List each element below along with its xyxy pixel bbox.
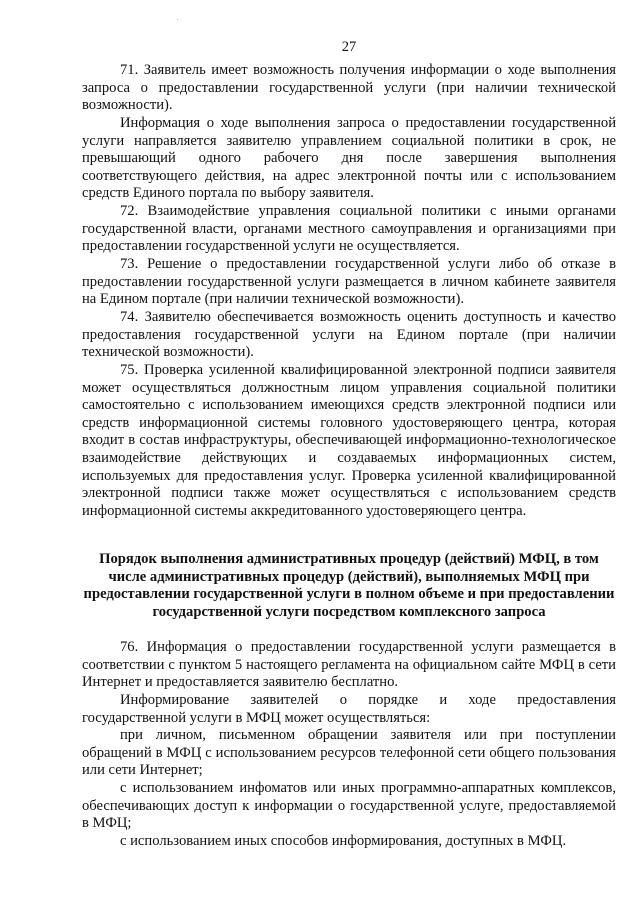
page-number: 27 [341,39,357,55]
paragraph-71: 71. Заявитель имеет возможность получения информации о ходе выполнения запроса о предоставлении государственной услуги (при наличии технической возможности). [82,62,616,114]
paragraph-75: 75. Проверка усиленной квалифицированной электронной подписи заявителя может осуществляться должностным лицом управления социальной политики самостоятельно с использованием имеющихся средств электронной подписи или средств информационной системы головного удостоверяющего центра, которая входит в состав инфраструктуры, обеспечивающей информационно-технологическое взаимодействие действующих и создаваемых информационных систем, используемых для предоставления услуг. Проверка усиленной квалифицированной электронной подписи также может осуществляться с использованием средств информационной системы аккредитованного удостоверяющего центра. [82,362,616,519]
list-item-personal-request: при личном, письменном обращении заявителя или при поступлении обращений в МФЦ с использованием ресурсов телефонной сети общего пользования или сети Интернет; [82,727,616,779]
paragraph-informing: Информирование заявителей о порядке и ходе предоставления государственной услуги в МФЦ может осуществляться: [82,692,616,726]
paragraph-76: 76. Информация о предоставлении государственной услуги размещается в соответствии с пунктом 5 настоящего регламента на официальном сайте МФЦ в сети Интернет и предоставляется заявителю бесплатно. [82,639,616,691]
paragraph-71-info: Информация о ходе выполнения запроса о предоставлении государственной услуги направляется заявителю управлением социальной политики в срок, не превышающий одного рабочего дня после завершения выполнения соответствующего действия, на адрес электронной почты или с использованием средств Единого портала по выбору заявителя. [82,115,616,202]
list-item-other-methods: с использованием иных способов информирования, доступных в МФЦ. [120,833,567,849]
scan-speck [177,19,178,20]
section-heading: Порядок выполнения административных процедур (действий) МФЦ, в том числе административных процедур (действий), выполняемых МФЦ при предоставлении государственной услуги в полном объеме и при предоставлении государственной услуги посредством комплексного запроса [83,551,615,620]
paragraph-73: 73. Решение о предоставлении государственной услуги либо об отказе в предоставлении государственной услуги размещается в личном кабинете заявителя на Едином портале (при наличии технической возможности). [82,256,616,308]
list-item-infomats: с использованием инфоматов или иных программно-аппаратных комплексов, обеспечивающих доступ к информации о государственной услуге, предоставляемой в МФЦ; [82,780,616,832]
paragraph-72: 72. Взаимодействие управления социальной политики с иными органами государственной власти, органами местного самоуправления и организациями при предоставлении государственной услуги не осуществляется. [82,203,616,255]
paragraph-74: 74. Заявителю обеспечивается возможность оценить доступность и качество предоставления государственной услуги на Едином портале (при наличии технической возможности). [82,309,616,361]
